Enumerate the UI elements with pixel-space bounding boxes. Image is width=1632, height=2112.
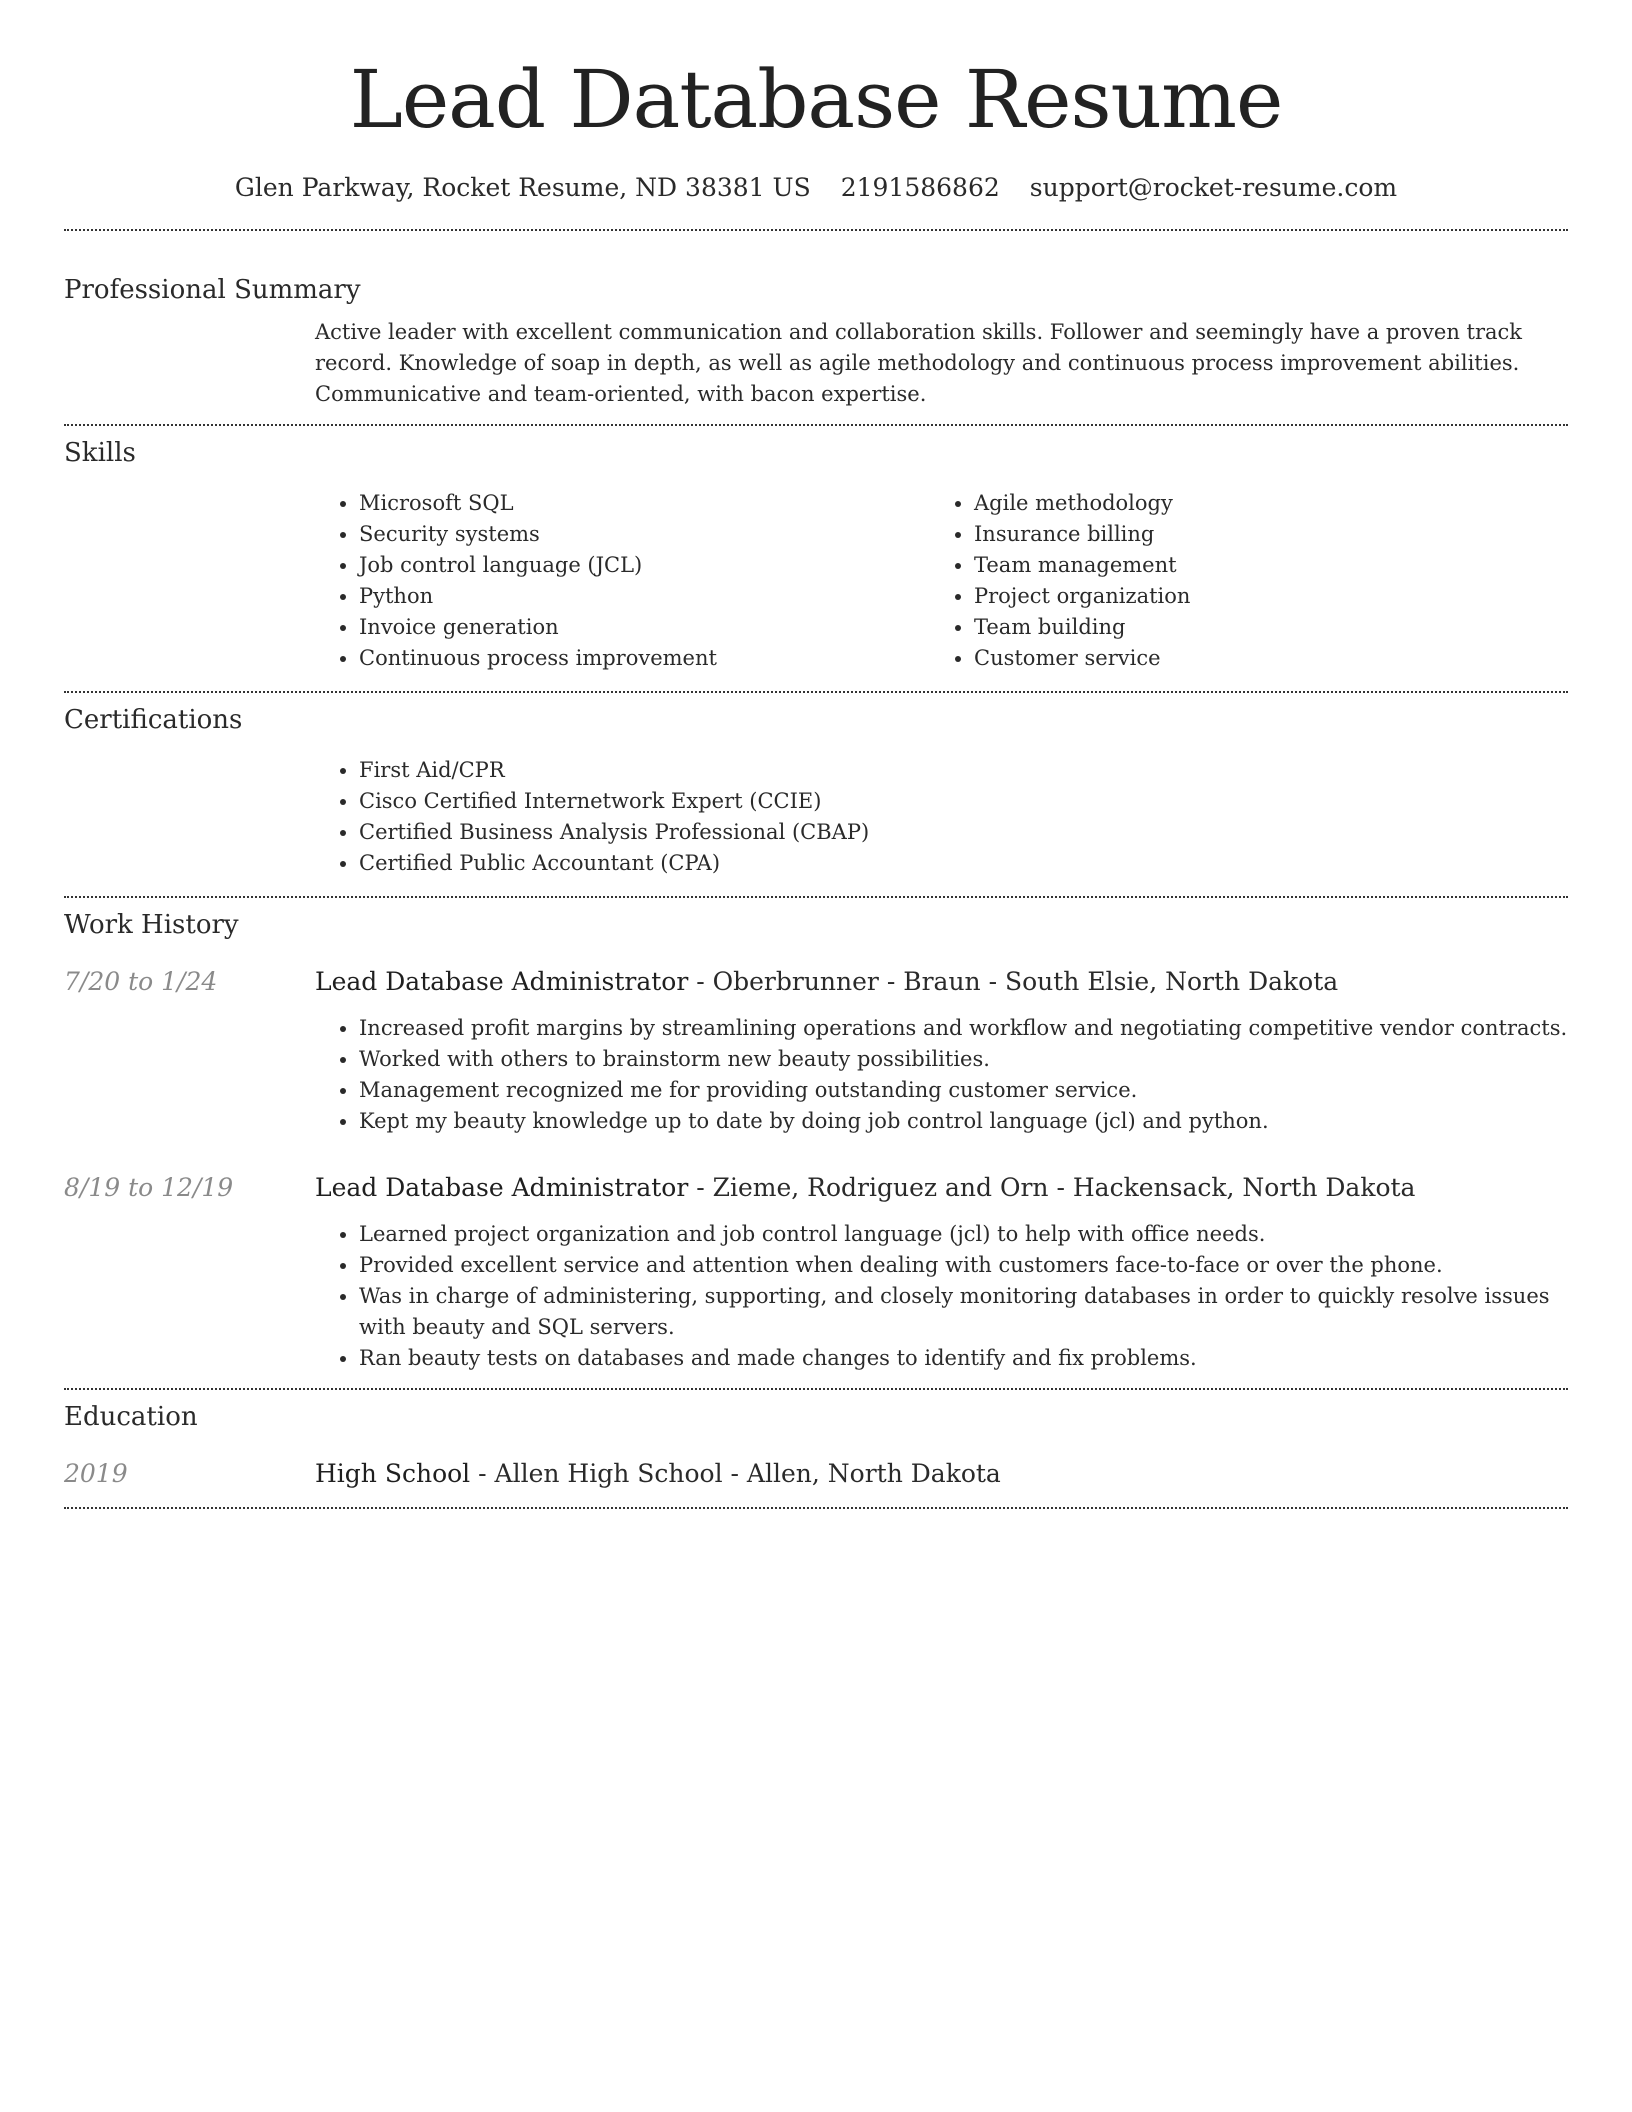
education-school: - Allen High School - Allen, North Dakota — [470, 1459, 1001, 1488]
job-heading — [315, 965, 1338, 999]
summary-text: Active leader with excellent communication and collaboration skills. Follower and seemingly have a proven track record. Knowledge of soap in depth, as well as agile methodology and continuous process improvement abilities. Communicative and team-oriented, with bacon expertise. — [315, 320, 1523, 406]
job-heading — [315, 1171, 1415, 1205]
certification-item: • Cisco Certified Internetwork Expert (CCIE) — [359, 786, 1568, 817]
contact-email: support@rocket-resume.com — [1029, 173, 1398, 202]
section-title-certifications: Certifications — [64, 705, 243, 735]
job-bullet: • Worked with others to brainstorm new beauty possibilities. — [359, 1044, 1568, 1075]
contact-line — [64, 172, 1568, 204]
job-entry-header — [64, 965, 1568, 999]
skills-column-right — [930, 488, 1545, 674]
job-bullet: • Increased profit margins by streamlining operations and workflow and negotiating competitive vendor contracts. — [359, 1013, 1568, 1044]
skill-item: • Python — [359, 581, 930, 612]
job-bullet: • Management recognized me for providing outstanding customer service. — [359, 1075, 1568, 1106]
job-bullet: • Learned project organization and job control language (jcl) to help with office needs. — [359, 1219, 1568, 1250]
resume-title: Lead Database Resume — [349, 53, 1283, 146]
skill-item: • Agile methodology — [974, 488, 1545, 519]
job-bullet: • Ran beauty tests on databases and made changes to identify and fix problems. — [359, 1343, 1568, 1374]
contact-phone: 2191586862 — [840, 173, 1000, 202]
contact-address: Glen Parkway, Rocket Resume, ND 38381 US — [234, 173, 811, 202]
job-bullet: • Provided excellent service and attention when dealing with customers face-to-face or over the phone. — [359, 1250, 1568, 1281]
job-role: Lead Database Administrator — [315, 1173, 689, 1202]
job-dates: 7/20 to 1/24 — [64, 967, 218, 996]
divider — [64, 1507, 1568, 1509]
education-year: 2019 — [64, 1459, 128, 1488]
skill-item: • Continuous process improvement — [359, 643, 930, 674]
divider — [64, 896, 1568, 898]
skill-item: • Customer service — [974, 643, 1545, 674]
job-bullets — [315, 1219, 1568, 1374]
divider — [64, 691, 1568, 693]
education-heading — [315, 1457, 1001, 1491]
job-bullets — [315, 1013, 1568, 1137]
divider — [64, 1388, 1568, 1390]
job-entry-header — [64, 1171, 1568, 1205]
skill-item: • Security systems — [359, 519, 930, 550]
certification-item: • First Aid/CPR — [359, 755, 1568, 786]
skill-item: • Project organization — [974, 581, 1545, 612]
job-bullet: • Was in charge of administering, supporting, and closely monitoring databases in order to quickly resolve issues with beauty and SQL servers. — [359, 1281, 1568, 1343]
section-title-education: Education — [64, 1402, 198, 1432]
certifications-list — [315, 755, 1568, 879]
divider — [64, 424, 1568, 426]
skill-item: • Insurance billing — [974, 519, 1545, 550]
skill-item: • Invoice generation — [359, 612, 930, 643]
skills-list — [315, 488, 1568, 674]
job-company: - Oberbrunner - Braun - South Elsie, North Dakota — [688, 967, 1339, 996]
skill-item: • Team building — [974, 612, 1545, 643]
job-role: Lead Database Administrator — [315, 967, 689, 996]
skill-item: • Job control language (JCL) — [359, 550, 930, 581]
section-title-skills: Skills — [64, 438, 136, 468]
section-title-work-history: Work History — [64, 910, 239, 940]
job-bullet: • Kept my beauty knowledge up to date by doing job control language (jcl) and python. — [359, 1106, 1568, 1137]
education-degree: High School — [315, 1459, 471, 1488]
section-title-summary: Professional Summary — [64, 275, 361, 305]
job-company: - Zieme, Rodriguez and Orn - Hackensack, North Dakota — [688, 1173, 1416, 1202]
skills-column-left — [315, 488, 930, 674]
job-dates: 8/19 to 12/19 — [64, 1173, 234, 1202]
divider — [64, 229, 1568, 231]
education-entry — [64, 1457, 1568, 1491]
skill-item: • Microsoft SQL — [359, 488, 930, 519]
skill-item: • Team management — [974, 550, 1545, 581]
certification-item: • Certified Business Analysis Professional (CBAP) — [359, 817, 1568, 848]
certification-item: • Certified Public Accountant (CPA) — [359, 848, 1568, 879]
